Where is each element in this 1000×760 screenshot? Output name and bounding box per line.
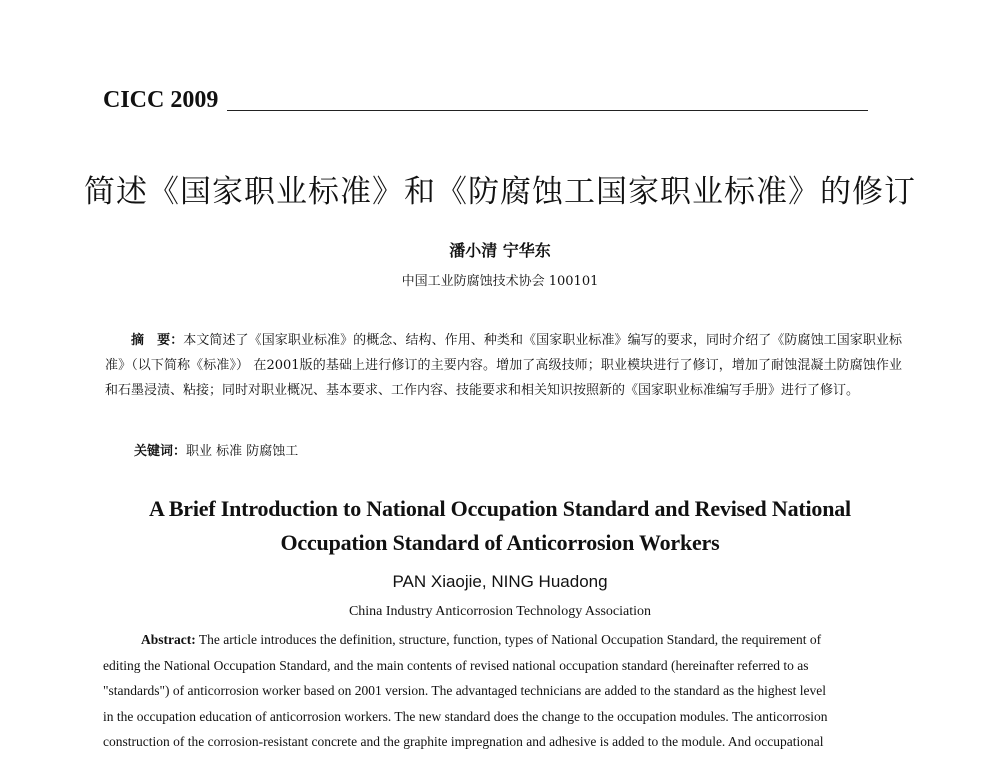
chinese-keywords — [134, 441, 298, 463]
conference-label: CICC 2009 — [103, 87, 219, 113]
running-header — [103, 86, 868, 116]
english-abstract-label: Abstract: — [141, 632, 196, 647]
english-title-line-1: A Brief Introduction to National Occupation Standard and Revised National — [149, 496, 851, 521]
chinese-abstract-label: 摘 要： — [131, 333, 184, 348]
english-abstract-line: construction of the corrosion-resistant concrete and the graphite impregnation and adhesive is added to the module. And occupational — [103, 734, 824, 749]
header-rule — [227, 110, 868, 111]
english-title-line-2: Occupation Standard of Anticorrosion Workers — [280, 530, 720, 555]
english-affiliation: China Industry Anticorrosion Technology Association — [348, 604, 652, 619]
english-abstract-line: Abstract: The article introduces the definition, structure, function, types of National Occupation Standard, the requirement of — [141, 632, 822, 647]
chinese-authors: 潘小清 宁华东 — [449, 241, 551, 260]
english-abstract-line: editing the National Occupation Standard, and the main contents of revised national occupation standard (hereinafter referred to as — [103, 657, 809, 673]
english-abstract-line: "standards") of anticorrosion worker based on 2001 version. The advantaged technicians are added to the standard as the highest level — [103, 683, 827, 698]
chinese-affiliation: 中国工业防腐蚀技术协会 100101 — [401, 274, 599, 289]
chinese-abstract — [105, 328, 902, 403]
chinese-title: 简述《国家职业标准》和《防腐蚀工国家职业标准》的修订 — [84, 174, 916, 210]
english-authors: PAN Xiaojie, NING Huadong — [392, 572, 608, 591]
chinese-keywords-text: 职业 标准 防腐蚀工 — [186, 444, 299, 459]
english-abstract-line: in the occupation education of anticorrosion workers. The new standard does the change to the occupation modules. The anticorrosion — [103, 708, 828, 724]
english-title — [0, 492, 1000, 560]
english-abstract — [103, 627, 903, 755]
chinese-keywords-label: 关键词： — [134, 444, 187, 459]
chinese-abstract-text: 本文简述了《国家职业标准》的概念、结构、作用、种类和《国家职业标准》编写的要求，同时介绍了《防腐蚀工国家职业标准》（以下简称《标准》） 在2001版的基础上进行修订的主要内容。增加了高级技师；职业模块进行了修订，增加了耐蚀混凝土防腐蚀作业和石墨浸渍、粘接；同时对职业概况、基本要求、工作内容、技能要求和相关知识按照新的《国家职业标准编写手册》进行了修订。 — [105, 333, 902, 398]
